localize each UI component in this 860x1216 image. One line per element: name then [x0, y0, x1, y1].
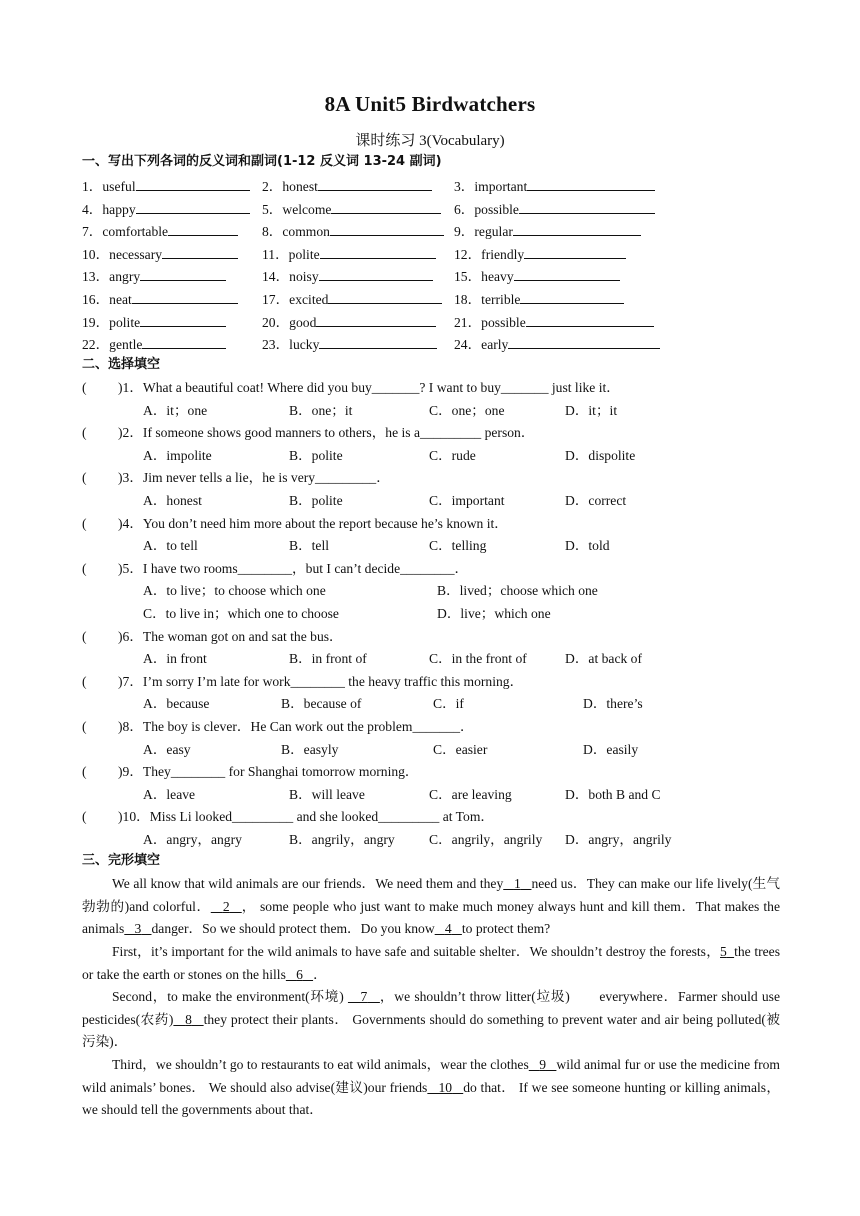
- options-row: [143, 402, 783, 420]
- answer-paren[interactable]: (: [82, 764, 87, 780]
- question-text: )1．What a beautiful coat! Where did you buy_______? I want to buy_______ just like it．: [118, 380, 620, 395]
- cloze-blank-6[interactable]: 6: [296, 966, 303, 982]
- option-choice[interactable]: C．angrily，angrily: [429, 832, 543, 847]
- vocab-word: 22．gentle: [82, 337, 143, 353]
- option-choice[interactable]: A．easy: [143, 741, 191, 757]
- vocab-item: [82, 289, 238, 309]
- question-stem: [82, 560, 468, 578]
- option-choice[interactable]: C．to live in；which one to choose: [143, 606, 339, 621]
- cloze-blank-2[interactable]: 2: [222, 898, 230, 914]
- cloze-blank-3[interactable]: 3: [134, 921, 142, 937]
- answer-blank[interactable]: [527, 176, 655, 191]
- answer-blank[interactable]: [519, 199, 655, 214]
- vocab-row: [82, 221, 782, 239]
- vocab-word: 5．welcome: [262, 201, 332, 217]
- answer-blank[interactable]: [524, 244, 626, 259]
- cloze-text: the trees or take the earth or stones on the hills: [82, 944, 781, 982]
- option-choice[interactable]: B．in front of: [289, 651, 367, 667]
- options-row: [143, 831, 783, 849]
- vocab-word: 4．happy: [82, 201, 136, 217]
- answer-blank[interactable]: [319, 334, 437, 349]
- question-stem: [82, 628, 343, 646]
- option-choice[interactable]: D．live；which one: [437, 606, 551, 621]
- vocab-word: 9．regular: [454, 224, 513, 240]
- vocab-row: [82, 176, 782, 194]
- options-row: [143, 537, 783, 555]
- vocab-item: [454, 244, 626, 264]
- vocab-item: [454, 176, 655, 196]
- option-choice[interactable]: B．polite: [289, 447, 343, 463]
- vocab-row: [82, 289, 782, 307]
- answer-paren[interactable]: (: [82, 809, 87, 825]
- vocab-item: [82, 199, 250, 219]
- vocab-word: 2．honest: [262, 179, 318, 194]
- option-choice[interactable]: C．rude: [429, 447, 476, 463]
- option-choice[interactable]: D．dispolite: [565, 447, 636, 463]
- option-choice[interactable]: B．one；it: [289, 402, 353, 418]
- option-choice[interactable]: D．it；it: [565, 402, 618, 418]
- vocab-item: [262, 266, 433, 286]
- question-stem: [82, 673, 523, 691]
- cloze-text: need us．They can make our life lively(生气勃勃的)and colorful．: [82, 876, 781, 914]
- option-choice[interactable]: C．if: [433, 696, 464, 712]
- vocab-word: 10．necessary: [82, 246, 163, 262]
- vocab-item: [262, 334, 437, 354]
- vocab-word: 12．friendly: [454, 246, 525, 262]
- answer-blank[interactable]: [136, 199, 250, 214]
- answer-paren[interactable]: (: [82, 425, 87, 441]
- option-choice[interactable]: D．easily: [583, 741, 639, 757]
- cloze-text: danger．So we should protect them．Do you know: [151, 921, 435, 937]
- worksheet-subtitle: 课时练习 3(Vocabulary): [355, 133, 505, 149]
- answer-paren[interactable]: (: [82, 515, 87, 531]
- vocab-word: 3．important: [454, 179, 528, 194]
- option-choice[interactable]: B．tell: [289, 538, 330, 554]
- cloze-text: to protect them?: [461, 921, 551, 937]
- vocab-item: [262, 199, 441, 219]
- vocab-item: [454, 334, 660, 354]
- cloze-blank-1[interactable]: 1: [513, 876, 521, 891]
- cloze-text: Second，to make the environment(环境): [112, 989, 344, 1004]
- vocab-row: [82, 244, 782, 262]
- vocab-row: [82, 312, 782, 330]
- question-stem: [82, 379, 620, 397]
- question-stem: [82, 424, 534, 442]
- option-choice[interactable]: A．leave: [143, 786, 196, 802]
- vocab-word: 19．polite: [82, 314, 141, 330]
- section3-heading: 三、完形填空: [82, 853, 161, 868]
- vocab-word: 1．useful: [82, 179, 136, 194]
- answer-blank[interactable]: [520, 289, 624, 304]
- vocab-word: 13．angry: [82, 269, 141, 285]
- vocab-item: [82, 221, 238, 241]
- options-row: [143, 492, 783, 510]
- answer-paren[interactable]: (: [82, 628, 87, 644]
- question-text: )5．I have two rooms________，but I can’t decide________．: [118, 560, 469, 576]
- answer-blank[interactable]: [316, 312, 436, 327]
- option-choice[interactable]: D．both B and C: [565, 786, 661, 802]
- option-choice[interactable]: C．are leaving: [429, 786, 512, 802]
- answer-paren[interactable]: (: [82, 673, 87, 689]
- cloze-text: ， some people who just want to make much money always hunt and kill them．That makes the animals: [82, 898, 780, 937]
- answer-paren[interactable]: (: [82, 560, 87, 576]
- answer-blank[interactable]: [142, 334, 226, 349]
- answer-blank[interactable]: [140, 266, 226, 281]
- cloze-text: wild animal fur or use the medicine from wild animals’ bones． We should also advise(建议)our friends: [82, 1057, 780, 1095]
- cloze-blank-7[interactable]: 7: [360, 989, 368, 1004]
- answer-blank[interactable]: [331, 199, 441, 214]
- cloze-blank-8[interactable]: 8: [185, 1011, 192, 1027]
- answer-blank[interactable]: [328, 289, 442, 304]
- vocab-word: 23．lucky: [262, 337, 320, 353]
- option-choice[interactable]: D．there’s: [583, 696, 643, 712]
- cloze-text: Third，we shouldn’t go to restaurants to eat wild animals，wear the clothes: [112, 1057, 529, 1072]
- option-choice[interactable]: A．because: [143, 696, 210, 712]
- question-text: )6．The woman got on and sat the bus．: [118, 628, 343, 644]
- vocab-word: 8．common: [262, 224, 330, 240]
- vocab-word: 16．neat: [82, 292, 132, 307]
- option-choice[interactable]: C．easier: [433, 741, 488, 757]
- vocab-word: 14．noisy: [262, 269, 319, 285]
- question-text: )4．You don’t need him more about the report because he’s known it．: [118, 515, 508, 531]
- option-choice[interactable]: A．honest: [143, 493, 202, 508]
- vocab-word: 20．good: [262, 314, 317, 330]
- option-choice[interactable]: C．telling: [429, 538, 487, 554]
- option-choice[interactable]: B．polite: [289, 493, 343, 508]
- answer-blank[interactable]: [132, 289, 238, 304]
- worksheet-title: 8A Unit5 Birdwatchers: [324, 92, 536, 116]
- option-choice[interactable]: B．easyly: [281, 741, 339, 757]
- cloze-paragraph-1: [82, 873, 780, 941]
- vocab-item: [454, 289, 624, 309]
- options-row: [143, 786, 783, 804]
- question-text: )8．The boy is clever．He Can work out the problem_______．: [118, 719, 474, 734]
- question-text: )10．Miss Li looked_________ and she looked_________ at Tom．: [118, 809, 494, 825]
- options-row: [143, 582, 783, 600]
- answer-blank[interactable]: [319, 266, 433, 281]
- cloze-blank-5[interactable]: 5: [720, 944, 727, 959]
- option-choice[interactable]: D．angry，angrily: [565, 832, 672, 847]
- cloze-text: We all know that wild animals are our friends．We need them and they: [112, 876, 504, 891]
- answer-paren[interactable]: (: [82, 380, 87, 395]
- answer-blank[interactable]: [508, 334, 660, 349]
- answer-paren[interactable]: (: [82, 470, 87, 486]
- vocab-word: 18．terrible: [454, 292, 521, 307]
- option-choice[interactable]: A．impolite: [143, 447, 212, 463]
- vocab-item: [454, 312, 654, 332]
- option-choice[interactable]: D．at back of: [565, 651, 643, 667]
- vocab-word: 21．possible: [454, 314, 526, 330]
- cloze-paragraph-3: [82, 986, 780, 1054]
- vocab-item: [454, 266, 620, 286]
- cloze-blank-4[interactable]: 4: [444, 921, 452, 937]
- answer-paren[interactable]: (: [82, 719, 87, 734]
- vocab-row: [82, 266, 782, 284]
- options-row: [143, 605, 783, 623]
- vocab-word: 24．early: [454, 337, 509, 353]
- option-choice[interactable]: D．told: [565, 538, 610, 554]
- question-text: )3．Jim never tells a lie，he is very_________．: [118, 470, 390, 486]
- cloze-text: do that． If we see someone hunting or killing animals，we should tell the governments about that．: [82, 1079, 780, 1118]
- question-stem: [82, 515, 508, 533]
- vocab-item: [262, 312, 436, 332]
- vocab-word: 17．excited: [262, 292, 329, 307]
- vocab-item: [262, 244, 436, 264]
- question-text: )9．They________ for Shanghai tomorrow morning．: [118, 764, 419, 780]
- answer-blank[interactable]: [168, 221, 238, 236]
- question-stem: [82, 718, 474, 736]
- option-choice[interactable]: A．to live；to choose which one: [143, 583, 326, 599]
- vocab-word: 15．heavy: [454, 269, 514, 285]
- cloze-text: First，it’s important for the wild animals to have safe and suitable shelter．We shouldn’t destroy the forests，: [112, 944, 721, 959]
- options-row: [143, 741, 783, 759]
- section1-heading: 一、写出下列各词的反义词和副词(1-12 反义词 13-24 副词): [82, 154, 442, 169]
- section2-heading: 二、选择填空: [82, 357, 161, 372]
- cloze-text: they protect their plants． Governments should do something to prevent water and air being polluted(被污染)．: [82, 1011, 780, 1050]
- options-row: [143, 447, 783, 465]
- cloze-paragraph-4: [82, 1054, 780, 1122]
- option-choice[interactable]: A．to tell: [143, 538, 198, 554]
- answer-blank[interactable]: [320, 244, 436, 259]
- answer-blank[interactable]: [318, 176, 432, 191]
- options-row: [143, 695, 783, 713]
- vocab-word: 7．comfortable: [82, 224, 169, 240]
- vocab-row: [82, 199, 782, 217]
- option-choice[interactable]: C．important: [429, 493, 505, 508]
- vocab-item: [82, 176, 250, 196]
- question-stem: [82, 469, 390, 487]
- option-choice[interactable]: D．correct: [565, 493, 627, 508]
- option-choice[interactable]: A．it；one: [143, 402, 208, 418]
- vocab-item: [82, 334, 226, 354]
- vocab-item: [262, 176, 432, 196]
- answer-blank[interactable]: [140, 312, 226, 327]
- option-choice[interactable]: A．angry，angry: [143, 832, 242, 847]
- answer-blank[interactable]: [514, 266, 620, 281]
- vocab-item: [262, 289, 442, 309]
- cloze-text: ，we shouldn’t throw litter(垃圾) everywhere．Farmer should use pesticides(农药): [82, 989, 780, 1027]
- vocab-word: 6．possible: [454, 201, 519, 217]
- vocab-item: [82, 312, 226, 332]
- answer-blank[interactable]: [526, 312, 654, 327]
- options-row: [143, 650, 783, 668]
- option-choice[interactable]: B．angrily，angry: [289, 832, 395, 847]
- answer-blank[interactable]: [136, 176, 250, 191]
- vocab-item: [454, 199, 655, 219]
- vocab-row: [82, 334, 782, 352]
- option-choice[interactable]: C．in the front of: [429, 651, 527, 667]
- cloze-blank-9[interactable]: 9: [539, 1057, 546, 1072]
- option-choice[interactable]: B．because of: [281, 696, 362, 712]
- vocab-item: [82, 266, 226, 286]
- question-stem: [82, 763, 419, 781]
- question-text: )7．I’m sorry I’m late for work________ the heavy traffic this morning．: [118, 673, 524, 689]
- answer-blank[interactable]: [162, 244, 238, 259]
- option-choice[interactable]: B．will leave: [289, 786, 365, 802]
- option-choice[interactable]: C．one；one: [429, 402, 505, 418]
- vocab-item: [82, 244, 238, 264]
- vocab-word: 11．polite: [262, 246, 320, 262]
- question-text: )2．If someone shows good manners to others，he is a_________ person．: [118, 425, 535, 441]
- cloze-text: ．: [313, 966, 327, 982]
- vocab-item: [262, 221, 444, 241]
- cloze-paragraph-2: [82, 941, 780, 986]
- question-stem: [82, 808, 494, 826]
- option-choice[interactable]: B．lived；choose which one: [437, 583, 598, 599]
- cloze-blank-10[interactable]: 10: [438, 1079, 453, 1095]
- vocab-item: [454, 221, 641, 241]
- option-choice[interactable]: A．in front: [143, 651, 207, 667]
- answer-blank[interactable]: [330, 221, 444, 236]
- answer-blank[interactable]: [513, 221, 641, 236]
